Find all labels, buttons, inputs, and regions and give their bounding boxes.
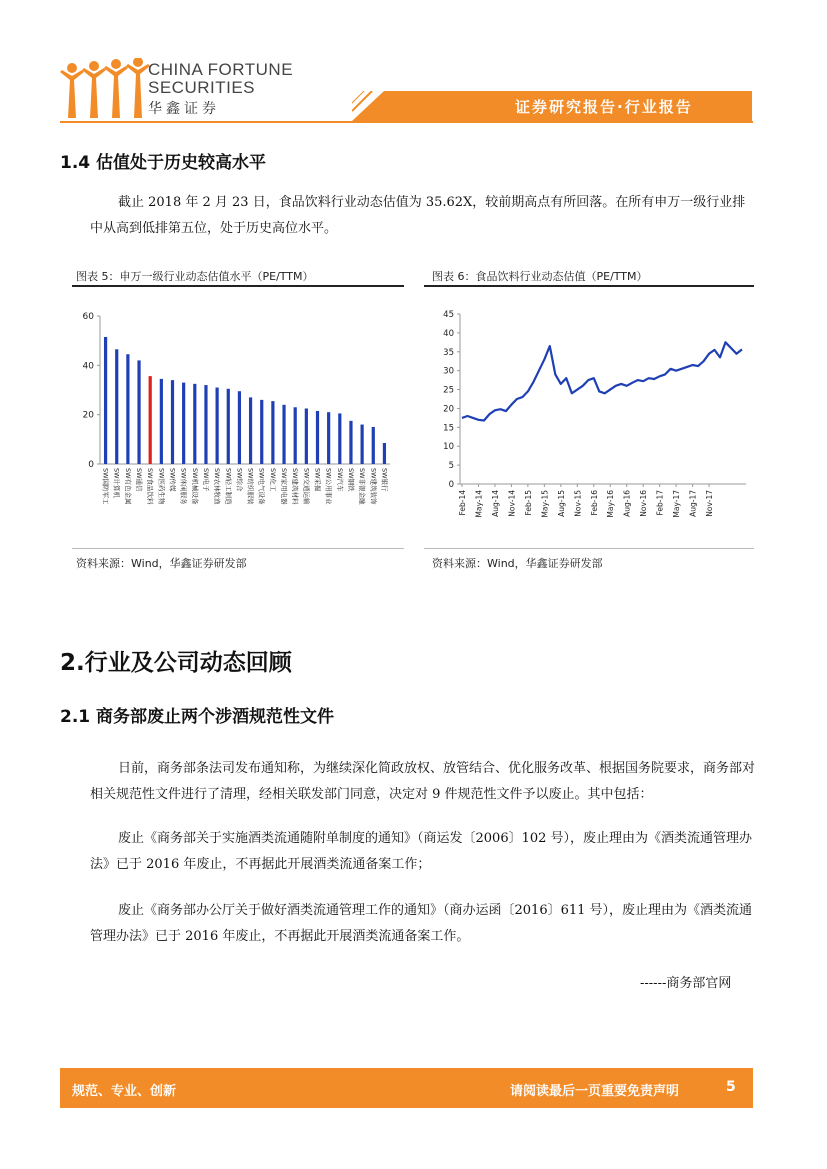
chart5-caption: 图表 5：申万一级行业动态估值水平（PE/TTM） (76, 270, 314, 283)
c6-xtick-label: Nov-17 (705, 490, 715, 517)
c5-category-label: SW交通运输 (302, 468, 311, 505)
c5-category-label: SW医药生物 (157, 468, 166, 505)
c6-xtick-label: May-17 (672, 490, 682, 518)
c5-category-label: SW电气设备 (257, 468, 266, 505)
c5-ytick-label: 40 (82, 361, 94, 372)
c6-xtick-label: May-16 (606, 490, 616, 518)
c5-category-label: SW综合 (235, 468, 244, 492)
c5-category-label: SW钢铁 (346, 468, 355, 492)
c6-ytick-label: 10 (443, 442, 454, 453)
c6-xtick-label: Nov-14 (507, 490, 517, 517)
c5-bar (361, 425, 364, 464)
c5-ytick-label: 20 (82, 410, 94, 421)
c5-bar (305, 409, 308, 465)
c6-xtick-label: Nov-15 (573, 490, 583, 517)
chart6-bottom-rule (424, 548, 754, 549)
c6-ytick-label: 35 (443, 347, 454, 358)
c5-category-label: SW食品饮料 (146, 468, 155, 505)
c5-category-label: SW化工 (268, 468, 277, 492)
c5-category-label: SW电子 (201, 468, 210, 492)
c5-bar (294, 407, 297, 464)
footer-slogan: 规范、专业、创新 (72, 1084, 177, 1099)
c5-bar (338, 413, 341, 464)
section-1-4-paragraph: 截止 2018 年 2 月 23 日，食品饮料行业动态估值为 35.62X，较前期高点有所回落。在所有申万一级行业排中从高到低排第五位，处于历史高位水平。 (90, 195, 746, 236)
section-2-1-source: ------商务部官网 (640, 976, 732, 991)
c5-bar (383, 443, 386, 464)
c5-bar (249, 397, 252, 464)
chart5-source: 资料来源：Wind，华鑫证券研发部 (76, 557, 247, 570)
c6-ytick-label: 40 (443, 328, 454, 339)
c6-xtick-label: May-15 (540, 490, 550, 518)
c5-bar (182, 383, 185, 464)
c5-bar (160, 379, 163, 464)
c5-bar (238, 391, 241, 464)
c6-ytick-label: 45 (443, 310, 454, 320)
c6-xtick-label: Aug-14 (490, 490, 500, 517)
section-1-4-title: 1.4 估值处于历史较高水平 (60, 153, 267, 173)
c5-bar (372, 427, 375, 464)
logo-text-en-1: CHINA FORTUNE (148, 60, 294, 79)
c5-category-label: SW建筑材料 (291, 468, 300, 505)
c6-xtick-label: Aug-15 (556, 490, 566, 517)
c5-bar (260, 400, 263, 464)
c6-ytick-label: 0 (448, 480, 454, 490)
c5-bar (316, 411, 319, 464)
c5-category-label: SW非银金融 (358, 468, 367, 505)
section-2-1-p2: 废止《商务部关于实施酒类流通随附单制度的通知》（商运发〔2006〕102 号），废止理由为《酒类流通管理办法》已于 2016 年废止，不再据此开展酒类流通备案工作； (90, 831, 753, 872)
chart5-top-rule (72, 285, 404, 287)
c6-xtick-label: May-14 (474, 490, 484, 518)
section-2-title: 2.行业及公司动态回顾 (60, 650, 292, 676)
c5-category-label: SW银行 (380, 468, 389, 492)
chart5-bottom-rule (72, 548, 404, 549)
c6-ytick-label: 15 (443, 423, 454, 434)
c5-category-label: SW公用事业 (324, 468, 333, 505)
c5-category-label: SW计算机 (112, 468, 121, 499)
c6-xtick-label: Aug-17 (688, 490, 698, 517)
c5-bar (227, 389, 230, 464)
c5-bar (171, 380, 174, 464)
c5-category-label: SW休闲服务 (179, 468, 188, 505)
c6-xtick-label: Aug-16 (622, 490, 632, 517)
c5-bar (271, 401, 274, 464)
c6-ytick-label: 20 (443, 404, 454, 415)
c5-bar (204, 385, 207, 464)
c5-category-label: SW建筑装饰 (369, 468, 378, 505)
page-number: 5 (726, 1079, 736, 1095)
c5-category-label: SW纺织服装 (246, 468, 255, 505)
c6-ytick-label: 30 (443, 366, 454, 377)
c6-xtick-label: Feb-16 (589, 490, 599, 516)
c5-category-label: SW传媒 (168, 468, 177, 492)
chart6-line-chart (424, 300, 754, 546)
c5-category-label: SW采掘 (313, 468, 322, 492)
c5-category-label: SW国防军工 (101, 468, 110, 505)
c5-bar (282, 405, 285, 464)
c6-xtick-label: Feb-15 (523, 490, 533, 516)
c5-bar (126, 354, 129, 464)
c5-category-label: SW机械设备 (190, 468, 199, 505)
c5-bar (349, 421, 352, 464)
c6-xtick-label: Feb-17 (655, 490, 665, 516)
c5-ytick-label: 60 (82, 312, 94, 322)
c6-ytick-label: 25 (443, 385, 454, 396)
logo-figures-icon (58, 58, 150, 120)
c5-bar (104, 337, 107, 464)
section-2-1-title: 2.1 商务部废止两个涉酒规范性文件 (60, 707, 335, 727)
company-logo (58, 58, 150, 120)
c5-bar (193, 384, 196, 464)
chart6-caption: 图表 6：食品饮料行业动态估值（PE/TTM） (432, 270, 648, 283)
c5-category-label: SW有色金属 (123, 468, 132, 505)
c5-category-label: SW家用电器 (280, 468, 289, 505)
c6-xtick-label: Feb-14 (458, 490, 467, 516)
logo-text-en-2: SECURITIES (148, 78, 256, 97)
report-type-label: 证券研究报告·行业报告 (515, 98, 693, 116)
c5-category-label: SW轻工制造 (224, 468, 233, 505)
c5-category-label: SW农林牧渔 (213, 468, 222, 505)
chart6-source: 资料来源：Wind，华鑫证券研发部 (432, 557, 603, 570)
header-divider (60, 121, 753, 123)
footer-disclaimer: 请阅读最后一页重要免责声明 (510, 1084, 680, 1099)
c6-ytick-label: 5 (448, 461, 454, 472)
section-2-1-p1: 日前，商务部条法司发布通知称，为继续深化简政放权、放管结合、优化服务改革、根据国务院要求，商务部对相关规范性文件进行了清理，经相关联发部门同意，决定对 9 件规范性文件予以废止。其中包括： (90, 761, 756, 802)
c5-category-label: SW汽车 (335, 468, 344, 492)
c6-series-line (462, 342, 742, 420)
c5-bar (137, 360, 140, 464)
chart5-bar-chart (72, 300, 404, 546)
c5-bar (149, 376, 152, 464)
c6-xtick-label: Nov-16 (639, 490, 649, 517)
section-2-1-p3: 废止《商务部办公厅关于做好酒类流通管理工作的通知》（商办运函〔2016〕611 号），废止理由为《酒类流通管理办法》已于 2016 年废止，不再据此开展酒类流通备案工作。 (90, 903, 753, 944)
c5-bar (327, 412, 330, 464)
c5-bar (115, 349, 118, 464)
logo-text-cn: 华鑫证券 (148, 101, 220, 117)
chart6-top-rule (424, 285, 754, 287)
c5-category-label: SW通信 (135, 468, 144, 492)
c5-ytick-label: 0 (88, 460, 94, 470)
c5-bar (216, 388, 219, 464)
